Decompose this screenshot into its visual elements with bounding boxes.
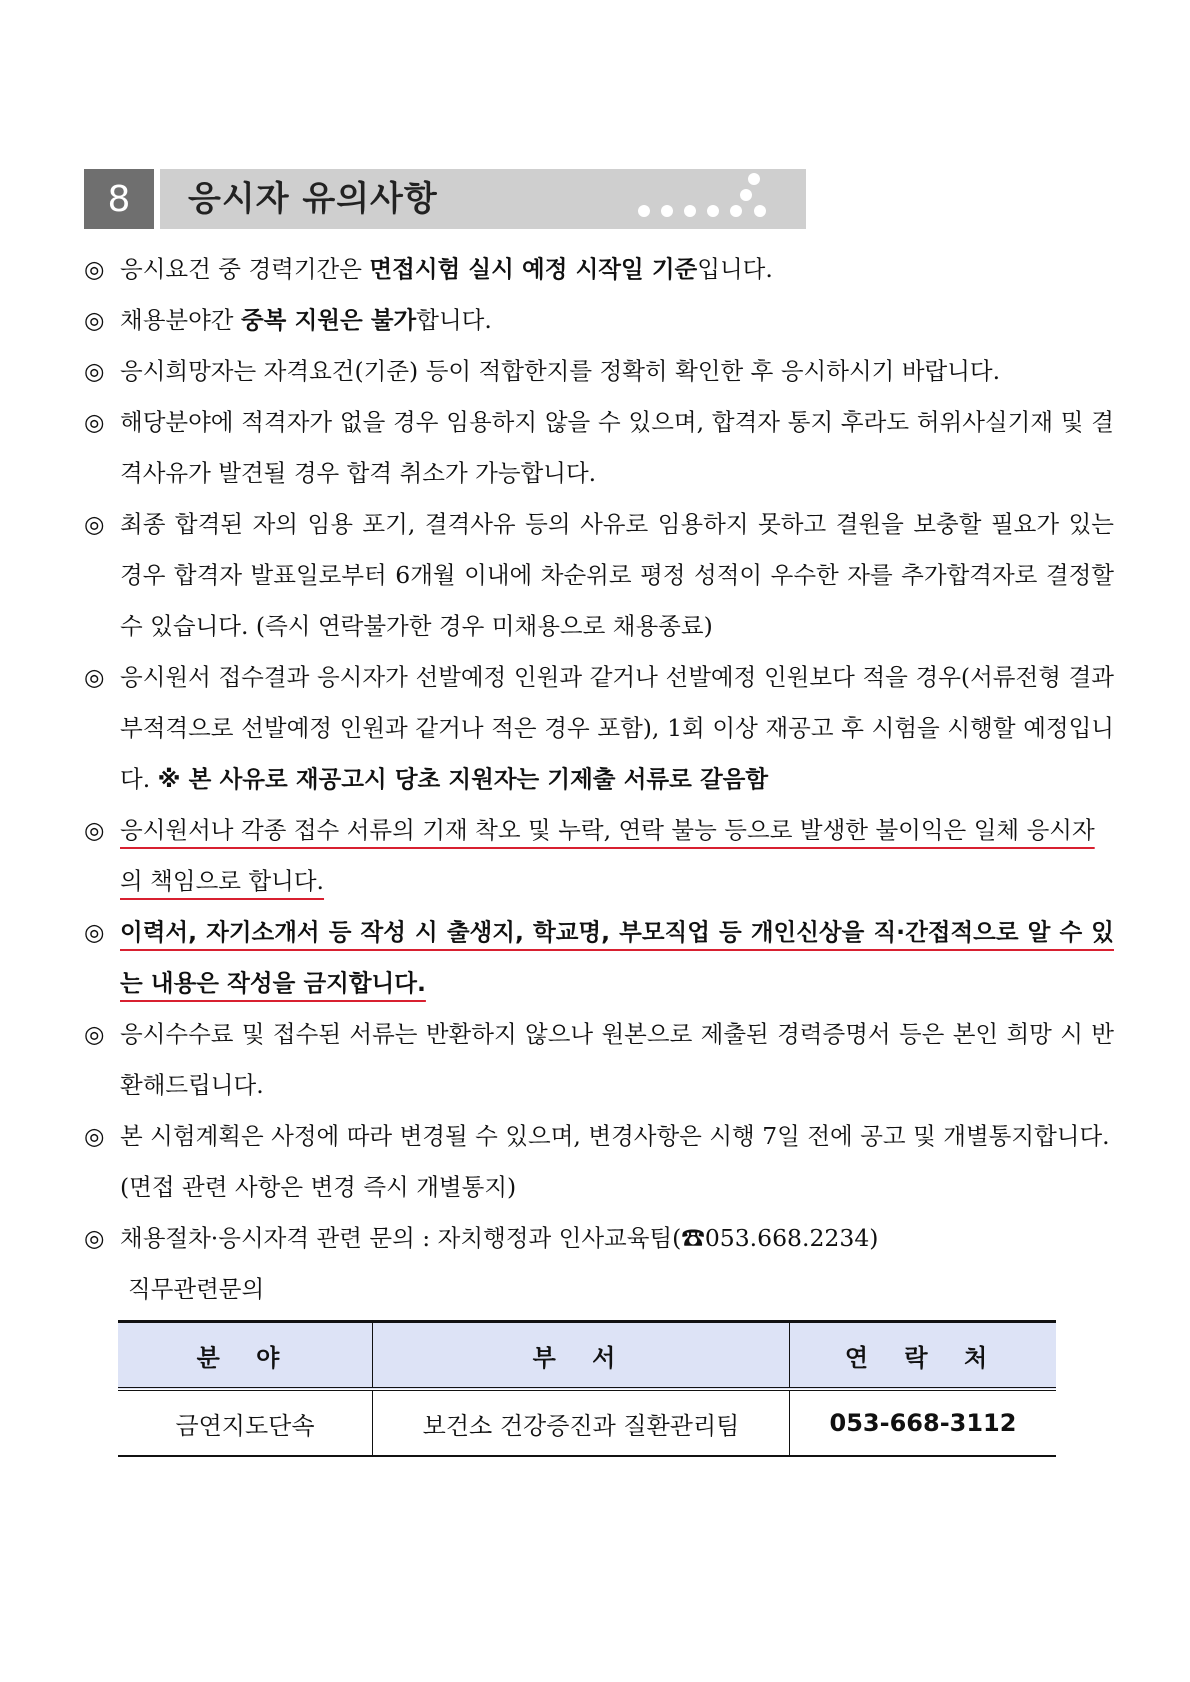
notes-list	[84, 244, 1114, 1315]
note-item: ◎ 본 시험계획은 사정에 따라 변경될 수 있으며, 변경사항은 시행 7일 전에 공고 및 개별통지합니다. (면접 관련 사항은 변경 즉시 개별통지)	[84, 1111, 1114, 1213]
section-header	[84, 169, 806, 229]
emphasis-text: 면접시험 실시 예정 시작일 기준	[369, 255, 698, 283]
note-item: ◎ 해당분야에 적격자가 없을 경우 임용하지 않을 수 있으며, 합격자 통지 후라도 허위사실기재 및 결격사유가 발견될 경우 합격 취소가 가능합니다.	[84, 397, 1114, 499]
bullet-mark: ◎	[84, 918, 105, 946]
table-header-row	[118, 1322, 1056, 1390]
contact-table	[118, 1320, 1056, 1457]
bullet-mark: ◎	[84, 1224, 105, 1252]
section-number: 8	[84, 169, 154, 229]
bullet-mark: ◎	[84, 255, 105, 283]
note-item: ◎ 응시요건 중 경력기간은 면접시험 실시 예정 시작일 기준입니다.	[84, 244, 1114, 295]
note-item: ◎ 응시수수료 및 접수된 서류는 반환하지 않으나 원본으로 제출된 경력증명서 등은 본인 희망 시 반환해드립니다.	[84, 1009, 1114, 1111]
section-title-bar	[160, 169, 806, 229]
emphasis-text: ※ 본 사유로 재공고시 당초 지원자는 기제출 서류로 갈음함	[157, 765, 769, 793]
bullet-mark: ◎	[84, 408, 105, 436]
note-item	[84, 805, 1114, 907]
bullet-mark: ◎	[84, 816, 105, 844]
bullet-mark: ◎	[84, 357, 105, 385]
bullet-mark: ◎	[84, 1020, 105, 1048]
note-item: ◎ 채용절차·응시자격 관련 문의 : 자치행정과 인사교육팀(☎053.668.2234)	[84, 1213, 1114, 1264]
bullet-mark: ◎	[84, 1122, 105, 1150]
underlined-emphasis-text: 이력서, 자기소개서 등 작성 시 출생지, 학교명, 부모직업 등 개인신상을 직·간접적으로 알 수 있는 내용은 작성을 금지합니다.	[120, 918, 1114, 997]
note-item: ◎ 최종 합격된 자의 임용 포기, 결격사유 등의 사유로 임용하지 못하고 결원을 보충할 필요가 있는 경우 합격자 발표일로부터 6개월 이내에 차순위로 평정 성적이 우수한 자를 추가합격자로 결정할 수 있습니다. (즉시 연락불가한 경우 미채용으로 채용종료)	[84, 499, 1114, 652]
cell-dept: 보건소 건강증진과 질환관리팀	[373, 1389, 790, 1456]
emphasis-text: 중복 지원은 불가	[240, 306, 417, 334]
job-inquiry-label: 직무관련문의	[128, 1275, 265, 1303]
bullet-mark: ◎	[84, 306, 105, 334]
note-item: ◎ 응시원서 접수결과 응시자가 선발예정 인원과 같거나 선발예정 인원보다 적을 경우(서류전형 결과 부적격으로 선발예정 인원과 같거나 적은 경우 포함), 1회 이상 재공고 후 시험을 시행할 예정입니다. ※ 본 사유로 재공고시 당초 지원자는 기제출 서류로 갈음함	[84, 652, 1114, 805]
bullet-mark: ◎	[84, 510, 105, 538]
section-title: 응시자 유의사항	[188, 179, 438, 219]
note-item: ◎ 채용분야간 중복 지원은 불가합니다.	[84, 295, 1114, 346]
note-item: ◎ 응시희망자는 자격요건(기준) 등이 적합한지를 정확히 확인한 후 응시하시기 바랍니다.	[84, 346, 1114, 397]
header-dept: 부 서	[373, 1322, 790, 1390]
note-item	[84, 907, 1114, 1009]
underlined-text: 응시원서나 각종 접수 서류의 기재 착오 및 누락, 연락 불능 등으로 발생한 불이익은 일체 응시자의 책임으로 합니다.	[120, 816, 1095, 895]
cell-field: 금연지도단속	[118, 1389, 373, 1456]
header-field: 분 야	[118, 1322, 373, 1390]
header-contact: 연 락 처	[790, 1322, 1057, 1390]
cell-phone: 053-668-3112	[790, 1389, 1057, 1456]
table-row	[118, 1389, 1056, 1456]
bullet-mark: ◎	[84, 663, 105, 691]
